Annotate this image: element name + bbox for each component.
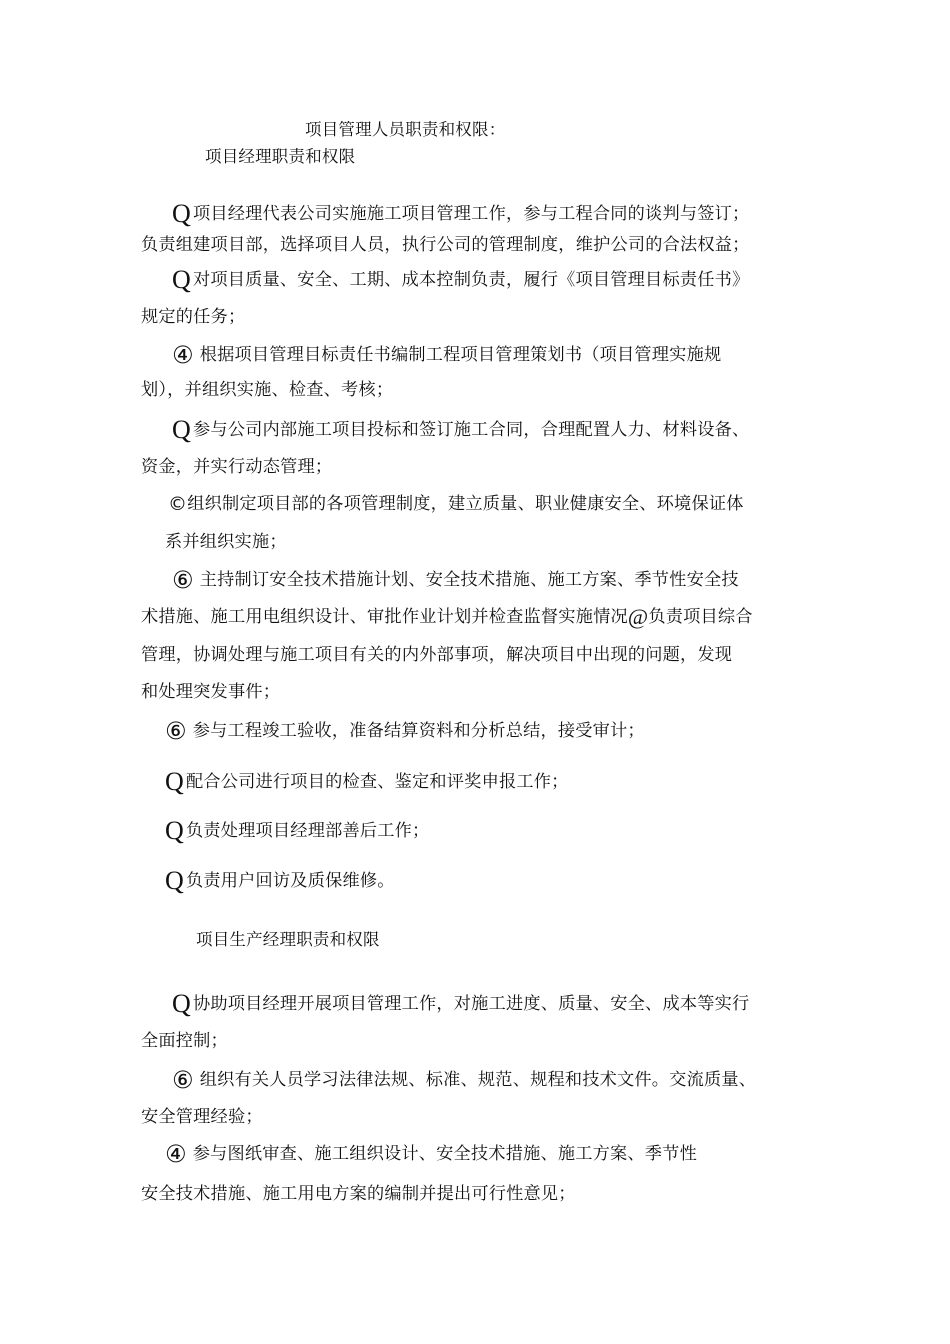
item-marker: Q [172,199,191,228]
item-1-line-2: 负责组建项目部，选择项目人员，执行公司的管理制度，维护公司的合法权益； [141,235,750,255]
item-text: 项目经理代表公司实施施工项目管理工作，参与工程合同的谈判与签订； [192,204,750,224]
item-marker: ⑥ [172,566,194,594]
item-text: 根据项目管理目标责任书编制工程项目管理策划书（项目管理实施规 [199,345,722,365]
item-marker: Q [165,767,184,796]
item-text: 参与工程竣工验收，准备结算资料和分析总结，接受审计； [192,721,645,741]
item-text: 配合公司进行项目的检查、鉴定和评奖申报工作； [185,772,569,792]
item-3-line-2: 划），并组织实施、检查、考核； [141,380,394,400]
item-marker: © [168,493,188,515]
item-4-line-1 [172,415,750,444]
s2-item-1-line-2: 全面控制； [141,1031,228,1051]
item-text: 术措施、施工用电组织设计、审批作业计划并检查监督实施情况 [141,607,628,627]
item-marker: Q [165,816,184,845]
s2-item-2-line-2: 安全管理经验； [141,1107,263,1127]
item-10-line-1 [165,866,395,895]
item-text: 负责用户回访及质保维修。 [185,871,395,891]
item-marker: ④ [165,1140,187,1168]
section-heading-production-manager: 项目生产经理职责和权限 [196,930,380,949]
item-marker: Q [172,265,191,294]
item-marker: ⑥ [165,717,187,745]
item-text: 对项目质量、安全、工期、成本控制负责，履行《项目管理目标责任书》 [192,270,750,290]
item-marker: Q [172,415,191,444]
item-text: 组织有关人员学习法律法规、标准、规范、规程和技术文件。交流质量、 [199,1070,757,1090]
item-marker: Q [165,866,184,895]
item-text: 负责处理项目经理部善后工作； [185,821,430,841]
s2-item-3-line-2: 安全技术措施、施工用电方案的编制并提出可行性意见； [141,1184,576,1204]
item-3-line-1 [172,343,721,367]
item-text: 参与公司内部施工项目投标和签订施工合同，合理配置人力、材料设备、 [192,420,750,440]
item-text: 组织制定项目部的各项管理制度，建立质量、职业健康安全、环境保证体 [187,494,744,514]
item-5-line-1 [168,492,744,516]
s2-item-3-line-1 [165,1142,697,1166]
item-8-line-1 [165,767,569,796]
item-2-line-2: 规定的任务； [141,307,246,327]
item-6-line-4: 和处理突发事件； [141,682,281,702]
inline-marker: @ [627,604,649,629]
item-1-line-1 [172,199,750,228]
main-heading: 项目管理人员职责和权限： [305,120,506,139]
item-5-line-2: 系并组织实施； [165,532,287,552]
item-9-line-1 [165,816,430,845]
item-6-line-3: 管理，协调处理与施工项目有关的内外部事项，解决项目中出现的问题，发现 [141,645,733,665]
item-text: 协助项目经理开展项目管理工作，对施工进度、质量、安全、成本等实行 [192,994,750,1014]
item-7-line-1 [165,719,645,743]
item-marker: Q [172,989,191,1018]
s2-item-1-line-1 [172,989,750,1018]
item-text: 负责项目综合 [648,607,753,627]
item-6-line-1 [172,568,739,592]
s2-item-2-line-1 [172,1068,756,1092]
item-marker: ⑥ [172,1066,194,1094]
section-heading-project-manager: 项目经理职责和权限 [205,147,356,166]
item-marker: ④ [172,341,194,369]
item-text: 主持制订安全技术措施计划、安全技术措施、施工方案、季节性安全技 [199,570,739,590]
item-2-line-1 [172,265,750,294]
item-text: 参与图纸审查、施工组织设计、安全技术措施、施工方案、季节性 [192,1144,697,1164]
item-4-line-2: 资金，并实行动态管理； [141,457,333,477]
item-6-line-2 [141,605,753,629]
